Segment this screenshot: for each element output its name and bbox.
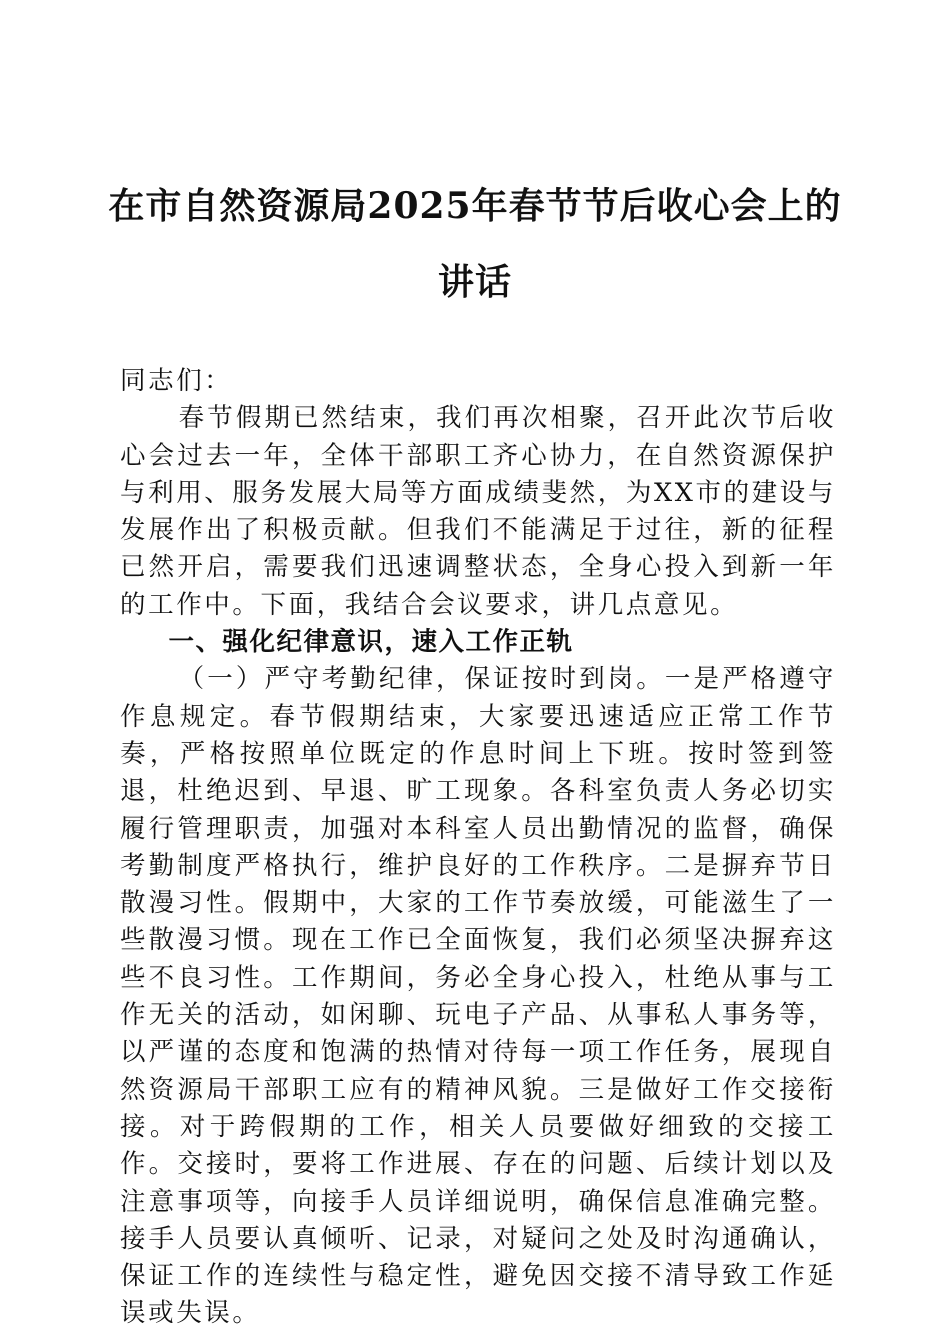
intro-paragraph: 春节假期已然结束，我们再次相聚，召开此次节后收心会过去一年，全体干部职工齐心协力，在自然资源保护与利用、服务发展大局等方面成绩斐然，为XX市的建设与发展作出了积极贡献。但我们不能满足于过往，新的征程已然开启，需要我们迅速调整状态，全身心投入到新一年的工作中。下面，我结合会议要求，讲几点意见。 [120, 403, 836, 620]
document-title [100, 168, 850, 320]
section-1-paragraph: （一）严守考勤纪律，保证按时到岗。一是严格遵守作息规定。春节假期结束，大家要迅速适应正常工作节奏，严格按照单位既定的作息时间上下班。按时签到签退，杜绝迟到、早退、旷工现象。各科室负责人务必切实履行管理职责，加强对本科室人员出勤情况的监督，确保考勤制度严格执行，维护良好的工作秩序。二是摒弃节日散漫习性。假期中，大家的工作节奏放缓，可能滋生了一些散漫习惯。现在工作已全面恢复，我们必须坚决摒弃这些不良习性。工作期间，务必全身心投入，杜绝从事与工作无关的活动，如闲聊、玩电子产品、从事私人事务等，以严谨的态度和饱满的热情对待每一项工作任务，展现自然资源局干部职工应有的精神风貌。三是做好工作交接衔接。对于跨假期的工作，相关人员要做好细致的交接工作。交接时，要将工作进展、存在的问题、后续计划以及注意事项等，向接手人员详细说明，确保信息准确完整。接手人员要认真倾听、记录，对疑问之处及时沟通确认，保证工作的连续性与稳定性，避免因交接不清导致工作延误或失误。 [120, 664, 836, 1329]
document-body [120, 363, 836, 1333]
title-line-1: 在市自然资源局2025年春节节后收心会上的 [108, 185, 842, 227]
greeting: 同志们： [120, 366, 233, 396]
title-line-2: 讲话 [437, 261, 512, 303]
section-heading-1: 一、强化纪律意识，速入工作正轨 [168, 627, 574, 658]
